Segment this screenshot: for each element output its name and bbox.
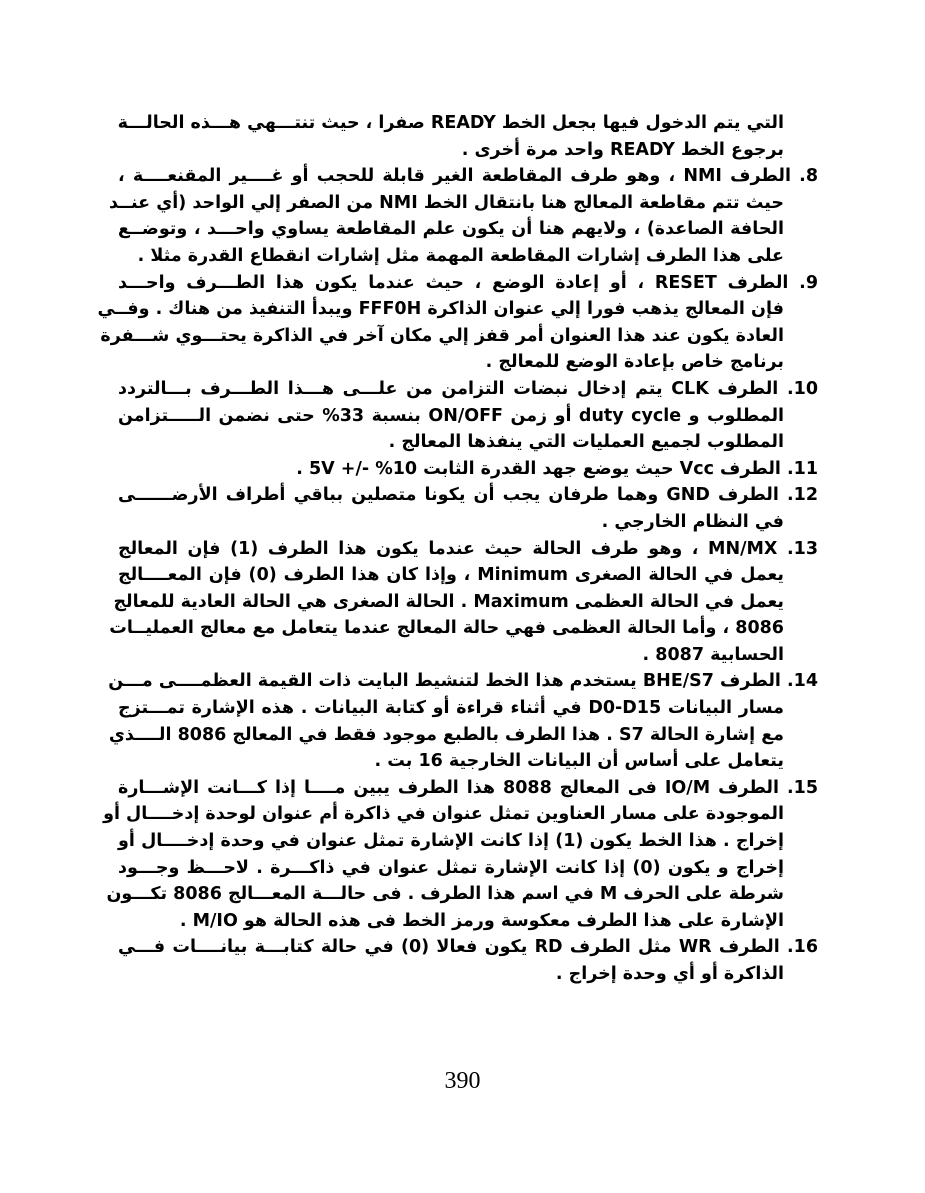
text-line: إخراج . هذا الخط يكون (1) إذا كانت الإشارة تمثل عنوان في وحدة إدخــــال أو: [118, 831, 784, 852]
text-line: العادة يكون عند هذا العنوان أمر قفز إلي مكان آخر في الذاكرة يحتـــوي شـــفرة: [100, 325, 784, 346]
text-line: التي يتم الدخول فيها بجعل الخط READY صفرا ، حيث تنتـــهي هـــذه الحالـــة: [117, 113, 784, 133]
text-line: يعمل في الحالة العظمى Maximum . الحالة الصغرى هي الحالة العادية للمعالج: [113, 591, 784, 612]
text-line: 10. الطرف CLK يتم إدخال نبضات التزامن من علـــى هـــذا الطـــرف بـــالتردد: [118, 378, 818, 399]
text-line: الموجودة على مسار العناوين تمثل عنوان في ذاكرة أم عنوان لوحدة إدخــــال أو: [103, 804, 784, 825]
page-number: 390: [444, 1068, 481, 1094]
text-line: في النظام الخارجي .: [601, 511, 784, 532]
text-line: المطلوب و duty cycle أو زمن ON/OFF بنسبة 33% حتى نضمن الـــــتزامن: [118, 405, 785, 426]
text-line: يتعامل على أساس أن البيانات الخارجية 16 بت .: [374, 751, 784, 772]
text-line: الذاكرة أو أي وحدة إخراج .: [555, 964, 784, 984]
text-line: برجوع الخط READY واحد مرة أخرى .: [461, 139, 784, 160]
text-line: 14. الطرف BHE/S7 يستخدم هذا الخط لتنشيط البايت ذات القيمة العظمــــى مـــن: [108, 671, 818, 692]
text-line: شرطة على الحرف M في اسم هذا الطرف . فى حالـــة المعـــالج 8086 تكـــون: [106, 884, 784, 905]
text-line: 16. الطرف WR مثل الطرف RD يكون فعالا (0) في حالة كتابـــة بيانــــات فـــي: [118, 937, 819, 958]
text-line: فإن المعالج يذهب فورا إلي عنوان الذاكرة FFF0H ويبدأ التنفيذ من هناك . وفــي: [97, 299, 784, 320]
text-line: 15. الطرف IO/M فى المعالج 8088 هذا الطرف يبين مــــا إذا كـــانت الإشـــارة: [118, 777, 818, 798]
text-line: الحافة الصاعدة) ، ولايهم هنا أن يكون علم المقاطعة يساوي واحـــد ، وتوضــع: [118, 219, 784, 240]
text-line: الحسابية 8087 .: [642, 644, 784, 665]
body-text: [97, 110, 819, 988]
text-line: الإشارة على هذا الطرف معكوسة ورمز الخط فى هذه الحالة هو M/IO .: [179, 910, 784, 931]
text-line: برنامج خاص بإعادة الوضع للمعالج .: [485, 352, 784, 373]
text-line: إخراج و يكون (0) إذا كانت الإشارة تمثل عنوان في ذاكـــرة . لاحـــظ وجـــود: [118, 857, 784, 878]
text-line: على هذا الطرف إشارات المقاطعة المهمة مثل إشارات انقطاع القدرة مثلا .: [137, 245, 784, 266]
text-line: 8086 ، وأما الحالة العظمى فهي حالة المعالج عندما يتعامل مع معالج العمليــات: [109, 618, 784, 639]
text-line: مسار البيانات D0-D15 في أثناء قراءة أو كتابة البيانات . هذه الإشارة تمـــتزج: [118, 698, 784, 719]
text-line: 8. الطرف NMI ، وهو طرف المقاطعة الغير قابلة للحجب أو غــــير المقنعــــة ،: [118, 166, 819, 187]
text-line: مع إشارة الحالة S7 . هذا الطرف بالطبع موجود فقط في المعالج 8086 الــــذي: [108, 724, 784, 745]
text-line: 13. MN/MX ، وهو طرف الحالة حيث عندما يكون هذا الطرف (1) فإن المعالج: [118, 538, 818, 559]
text-line: يعمل في الحالة الصغرى Minimum ، وإذا كان هذا الطرف (0) فإن المعــــالج: [118, 565, 784, 586]
text-line: المطلوب لجميع العمليات التي ينفذها المعالج .: [388, 432, 784, 453]
text-line: 12. الطرف GND وهما طرفان يجب أن يكونا متصلين بباقي أطراف الأرضــــــى: [118, 485, 819, 506]
text-line: 11. الطرف Vcc حيث يوضع جهد القدرة الثابت 10% -/+ 5V .: [296, 458, 818, 479]
text-line: حيث تتم مقاطعة المعالج هنا بانتقال الخط NMI من الصفر إلي الواحد (أي عنــد: [108, 192, 784, 213]
text-line: 9. الطرف RESET ، أو إعادة الوضع ، حيث عندما يكون هذا الطـــرف واحـــد: [118, 272, 818, 293]
